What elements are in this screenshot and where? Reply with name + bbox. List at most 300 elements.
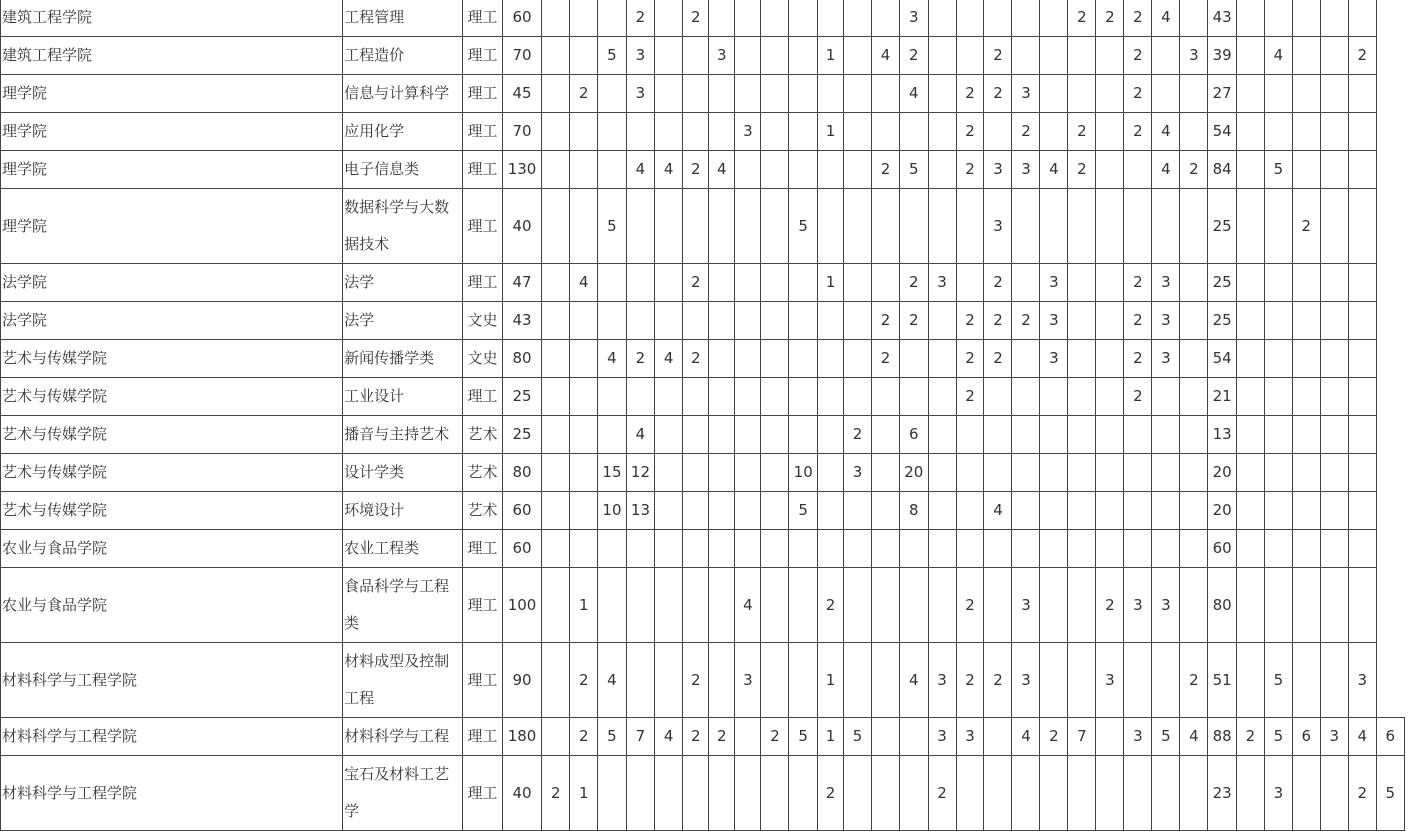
quota-cell (1292, 151, 1320, 189)
total-cell: 40 (502, 189, 541, 264)
quota-cell (1040, 378, 1068, 416)
quota-cell (761, 302, 789, 340)
quota-cell (709, 643, 735, 718)
quota-cell: 2 (1068, 0, 1096, 37)
quota-cell (1068, 302, 1096, 340)
quota-cell (789, 37, 818, 75)
major-cell: 宝石及材料工艺学 (343, 756, 463, 831)
quota-cell (1152, 37, 1180, 75)
quota-cell: 1 (570, 568, 598, 643)
quota-cell (844, 75, 872, 113)
table-row (1, 718, 1422, 756)
quota-cell (1320, 378, 1348, 416)
quota-cell (956, 0, 984, 37)
category-cell: 文史 (463, 340, 503, 378)
quota-cell: 10 (789, 454, 818, 492)
quota-cell (928, 416, 956, 454)
quota-cell (542, 37, 570, 75)
quota-cell (789, 302, 818, 340)
quota-cell (1012, 189, 1040, 264)
quota-cell: 5 (789, 189, 818, 264)
quota-cell: 5 (1264, 151, 1292, 189)
quota-cell (709, 492, 735, 530)
quota-cell: 4 (1040, 151, 1068, 189)
quota-cell (1236, 37, 1264, 75)
quota-cell: 2 (900, 302, 929, 340)
quota-cell: 6 (1292, 718, 1320, 756)
table-row (1, 568, 1422, 643)
quota-cell (1068, 454, 1096, 492)
category-cell: 理工 (463, 568, 503, 643)
quota-cell (1264, 492, 1292, 530)
quota-cell (984, 568, 1012, 643)
quota-cell (655, 454, 683, 492)
quota-cell (817, 340, 843, 378)
quota-cell (735, 378, 761, 416)
quota-cell (1320, 264, 1348, 302)
category-cell: 理工 (463, 530, 503, 568)
quota-cell (1292, 340, 1320, 378)
quota-cell (1068, 530, 1096, 568)
quota-cell: 2 (1068, 151, 1096, 189)
quota-cell (1152, 492, 1180, 530)
quota-cell (817, 378, 843, 416)
quota-cell (1012, 454, 1040, 492)
quota-cell: 3 (1348, 643, 1376, 718)
quota-cell (1040, 113, 1068, 151)
quota-cell (655, 530, 683, 568)
quota-cell (1096, 718, 1124, 756)
quota-cell (872, 416, 900, 454)
quota-cell (1012, 492, 1040, 530)
quota-cell (683, 189, 709, 264)
quota-cell (1348, 530, 1376, 568)
quota-cell (1180, 75, 1208, 113)
quota-cell (900, 189, 929, 264)
major-cell: 数据科学与大数据技术 (343, 189, 463, 264)
quota-cell (761, 0, 789, 37)
quota-cell (1348, 264, 1376, 302)
quota-cell (1040, 643, 1068, 718)
quota-cell (1320, 151, 1348, 189)
major-cell: 播音与主持艺术 (343, 416, 463, 454)
quota-cell (1180, 0, 1208, 37)
total-cell: 60 (502, 0, 541, 37)
quota-cell (570, 113, 598, 151)
quota-cell (817, 530, 843, 568)
quota-cell (1236, 340, 1264, 378)
quota-cell: 4 (655, 718, 683, 756)
quota-cell: 3 (626, 37, 655, 75)
quota-cell (900, 718, 929, 756)
quota-cell (709, 189, 735, 264)
quota-cell (1292, 530, 1320, 568)
college-cell: 理学院 (1, 113, 343, 151)
quota-cell (1236, 643, 1264, 718)
quota-cell: 2 (1124, 378, 1152, 416)
college-cell: 材料科学与工程学院 (1, 643, 343, 718)
quota-cell (956, 189, 984, 264)
quota-cell: 3 (1264, 756, 1292, 831)
quota-cell: 2 (900, 264, 929, 302)
category-cell: 艺术 (463, 454, 503, 492)
quota-cell: 3 (1320, 718, 1348, 756)
quota-cell: 2 (984, 302, 1012, 340)
quota-cell (872, 756, 900, 831)
quota-cell (956, 264, 984, 302)
college-cell: 艺术与传媒学院 (1, 454, 343, 492)
quota-cell (1320, 302, 1348, 340)
quota-cell (1012, 0, 1040, 37)
category-cell: 理工 (463, 378, 503, 416)
quota-cell: 2 (683, 0, 709, 37)
quota-cell: 4 (1152, 113, 1180, 151)
quota-cell (844, 530, 872, 568)
quota-cell (598, 75, 627, 113)
quota-cell (1012, 416, 1040, 454)
quota-cell (1348, 340, 1376, 378)
quota-cell (655, 0, 683, 37)
quota-cell (761, 756, 789, 831)
quota-cell (1236, 151, 1264, 189)
quota-cell (1180, 530, 1208, 568)
quota-cell (683, 378, 709, 416)
quota-cell: 20 (900, 454, 929, 492)
quota-cell (1292, 454, 1320, 492)
quota-cell (1292, 302, 1320, 340)
quota-cell (1068, 189, 1096, 264)
quota-cell (1292, 756, 1320, 831)
quota-cell (817, 151, 843, 189)
quota-cell (542, 264, 570, 302)
quota-cell (1264, 416, 1292, 454)
quota-cell (655, 756, 683, 831)
quota-cell (1152, 189, 1180, 264)
quota-cell: 2 (1124, 37, 1152, 75)
quota-cell (1320, 530, 1348, 568)
quota-cell: 3 (1152, 264, 1180, 302)
quota-cell: 2 (1012, 302, 1040, 340)
quota-cell (598, 530, 627, 568)
quota-cell (872, 378, 900, 416)
quota-cell (928, 75, 956, 113)
quota-cell (1068, 75, 1096, 113)
quota-cell (761, 75, 789, 113)
quota-cell (598, 113, 627, 151)
quota-cell (1292, 492, 1320, 530)
quota-cell (598, 0, 627, 37)
quota-cell: 7 (626, 718, 655, 756)
quota-cell (1292, 0, 1320, 37)
quota-cell (709, 568, 735, 643)
quota-cell: 2 (683, 264, 709, 302)
quota-cell (542, 113, 570, 151)
quota-cell: 84 (1208, 151, 1237, 189)
quota-cell (1124, 454, 1152, 492)
quota-cell (683, 416, 709, 454)
quota-cell: 4 (735, 568, 761, 643)
quota-cell (1348, 416, 1376, 454)
quota-cell (1040, 454, 1068, 492)
quota-cell: 4 (900, 643, 929, 718)
quota-cell: 2 (1096, 568, 1124, 643)
quota-cell (1236, 454, 1264, 492)
quota-cell: 2 (1348, 756, 1376, 831)
quota-cell (1264, 302, 1292, 340)
quota-cell: 2 (872, 151, 900, 189)
total-cell: 43 (502, 302, 541, 340)
quota-cell: 5 (1264, 718, 1292, 756)
table-row (1, 0, 1422, 37)
quota-cell (683, 756, 709, 831)
quota-cell (1068, 37, 1096, 75)
quota-cell (1152, 756, 1180, 831)
quota-cell (570, 189, 598, 264)
quota-cell (928, 530, 956, 568)
quota-cell: 2 (928, 756, 956, 831)
quota-cell: 15 (598, 454, 627, 492)
quota-cell: 2 (956, 340, 984, 378)
quota-cell (735, 37, 761, 75)
category-cell: 理工 (463, 151, 503, 189)
quota-cell (626, 189, 655, 264)
quota-cell: 2 (1068, 113, 1096, 151)
quota-cell (735, 151, 761, 189)
quota-cell: 2 (872, 302, 900, 340)
quota-cell (900, 530, 929, 568)
quota-cell (1096, 756, 1124, 831)
quota-cell (735, 492, 761, 530)
quota-cell (1152, 530, 1180, 568)
quota-cell (872, 530, 900, 568)
quota-cell: 1 (570, 756, 598, 831)
quota-cell: 2 (817, 568, 843, 643)
table-row (1, 378, 1422, 416)
quota-cell (844, 113, 872, 151)
quota-cell (683, 568, 709, 643)
quota-cell: 5 (789, 718, 818, 756)
college-cell: 材料科学与工程学院 (1, 756, 343, 831)
quota-cell (872, 113, 900, 151)
quota-cell (598, 756, 627, 831)
quota-cell (844, 151, 872, 189)
quota-cell (789, 756, 818, 831)
quota-cell (1292, 37, 1320, 75)
quota-cell (709, 113, 735, 151)
table-row (1, 643, 1422, 718)
quota-cell (761, 37, 789, 75)
quota-cell (1236, 264, 1264, 302)
quota-cell (1096, 378, 1124, 416)
quota-cell: 5 (1152, 718, 1180, 756)
quota-cell: 6 (900, 416, 929, 454)
quota-cell: 2 (1040, 718, 1068, 756)
major-cell: 新闻传播学类 (343, 340, 463, 378)
quota-cell: 2 (817, 756, 843, 831)
quota-cell (1348, 151, 1376, 189)
quota-cell (1236, 378, 1264, 416)
quota-cell (761, 643, 789, 718)
category-cell: 理工 (463, 0, 503, 37)
quota-cell (1096, 530, 1124, 568)
quota-cell (844, 378, 872, 416)
quota-cell (1180, 378, 1208, 416)
quota-cell (872, 0, 900, 37)
quota-cell: 88 (1208, 718, 1237, 756)
quota-cell: 2 (984, 37, 1012, 75)
table-row (1, 756, 1422, 831)
quota-cell (1320, 113, 1348, 151)
quota-cell (761, 378, 789, 416)
quota-cell: 4 (1180, 718, 1208, 756)
quota-cell (1152, 378, 1180, 416)
quota-cell (817, 454, 843, 492)
quota-cell (1348, 568, 1376, 643)
quota-cell: 2 (683, 718, 709, 756)
quota-cell: 3 (1124, 568, 1152, 643)
quota-cell (1012, 340, 1040, 378)
quota-cell: 13 (1208, 416, 1237, 454)
quota-cell: 3 (1012, 151, 1040, 189)
quota-cell (900, 340, 929, 378)
quota-cell: 5 (1264, 643, 1292, 718)
quota-cell (735, 189, 761, 264)
quota-cell: 3 (1040, 302, 1068, 340)
quota-cell: 5 (598, 718, 627, 756)
quota-cell (928, 151, 956, 189)
quota-cell (1320, 189, 1348, 264)
quota-cell (570, 0, 598, 37)
quota-cell (789, 113, 818, 151)
quota-cell: 2 (956, 151, 984, 189)
quota-cell: 1 (817, 718, 843, 756)
quota-cell (928, 189, 956, 264)
quota-cell (1012, 530, 1040, 568)
quota-cell (928, 378, 956, 416)
quota-cell (1320, 643, 1348, 718)
total-cell: 80 (502, 454, 541, 492)
quota-cell (570, 302, 598, 340)
category-cell: 理工 (463, 264, 503, 302)
quota-cell (1124, 530, 1152, 568)
quota-cell: 54 (1208, 113, 1237, 151)
quota-cell: 3 (735, 113, 761, 151)
quota-cell (984, 0, 1012, 37)
major-cell: 工程管理 (343, 0, 463, 37)
quota-cell (709, 0, 735, 37)
quota-cell: 4 (655, 151, 683, 189)
quota-cell (1040, 416, 1068, 454)
quota-cell (956, 756, 984, 831)
quota-cell (709, 340, 735, 378)
quota-cell (817, 302, 843, 340)
college-cell: 法学院 (1, 302, 343, 340)
quota-cell: 2 (1180, 151, 1208, 189)
quota-cell (872, 718, 900, 756)
quota-cell (735, 264, 761, 302)
category-cell: 理工 (463, 718, 503, 756)
quota-cell: 2 (956, 643, 984, 718)
total-cell: 45 (502, 75, 541, 113)
major-cell: 工业设计 (343, 378, 463, 416)
major-cell: 食品科学与工程类 (343, 568, 463, 643)
table-row (1, 264, 1422, 302)
quota-cell: 1 (817, 643, 843, 718)
quota-cell (570, 378, 598, 416)
table-row (1, 530, 1422, 568)
quota-cell (789, 264, 818, 302)
quota-cell (956, 454, 984, 492)
table-row (1, 492, 1422, 530)
quota-cell (1040, 189, 1068, 264)
quota-cell (1264, 0, 1292, 37)
quota-cell (683, 492, 709, 530)
quota-cell: 43 (1208, 0, 1237, 37)
quota-cell: 5 (844, 718, 872, 756)
quota-cell: 4 (626, 416, 655, 454)
quota-cell (984, 378, 1012, 416)
major-cell: 法学 (343, 302, 463, 340)
quota-cell: 3 (1012, 643, 1040, 718)
quota-cell (1236, 530, 1264, 568)
quota-cell: 3 (1180, 37, 1208, 75)
quota-cell (1320, 75, 1348, 113)
quota-cell (1152, 75, 1180, 113)
quota-cell: 2 (683, 643, 709, 718)
category-cell: 理工 (463, 756, 503, 831)
quota-cell (735, 75, 761, 113)
quota-cell (735, 340, 761, 378)
quota-cell: 80 (1208, 568, 1237, 643)
quota-cell (789, 568, 818, 643)
quota-cell (1068, 492, 1096, 530)
quota-cell (844, 37, 872, 75)
quota-cell (1348, 0, 1376, 37)
quota-cell (1152, 416, 1180, 454)
quota-cell (1348, 189, 1376, 264)
quota-cell (542, 75, 570, 113)
quota-cell: 4 (1152, 0, 1180, 37)
quota-cell (844, 568, 872, 643)
quota-cell (1096, 454, 1124, 492)
quota-cell: 3 (735, 643, 761, 718)
quota-cell (761, 454, 789, 492)
quota-cell: 2 (709, 718, 735, 756)
quota-cell: 60 (1208, 530, 1237, 568)
quota-cell (655, 189, 683, 264)
quota-cell (1124, 643, 1152, 718)
college-cell: 建筑工程学院 (1, 0, 343, 37)
quota-cell (542, 189, 570, 264)
quota-cell (900, 378, 929, 416)
quota-cell (761, 492, 789, 530)
quota-cell (1180, 416, 1208, 454)
quota-cell (683, 113, 709, 151)
quota-cell (626, 113, 655, 151)
quota-cell (1180, 340, 1208, 378)
quota-cell (761, 113, 789, 151)
quota-cell (1096, 189, 1124, 264)
total-cell: 80 (502, 340, 541, 378)
major-cell: 农业工程类 (343, 530, 463, 568)
college-cell: 艺术与传媒学院 (1, 416, 343, 454)
quota-cell: 1 (817, 37, 843, 75)
category-cell: 理工 (463, 643, 503, 718)
quota-cell (1012, 756, 1040, 831)
quota-cell (1348, 378, 1376, 416)
quota-cell (1264, 530, 1292, 568)
quota-cell: 2 (956, 378, 984, 416)
